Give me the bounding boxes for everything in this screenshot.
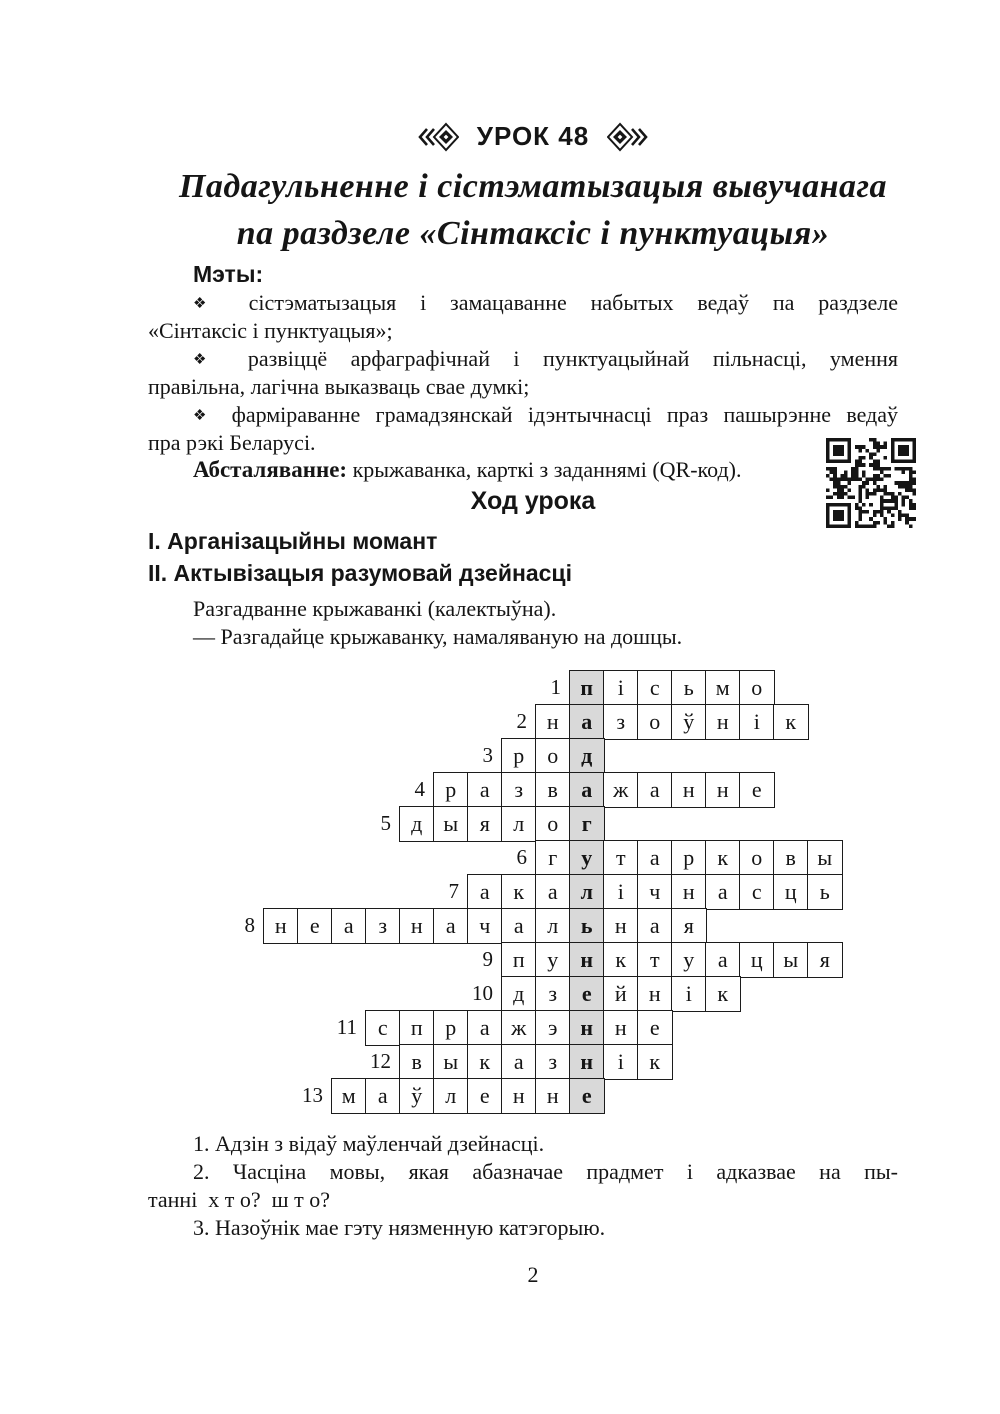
crossword-instruction: — Разгадайце крыжаванку, намаляваную на дошцы. (193, 624, 683, 649)
crossword-cell: н (637, 976, 673, 1012)
crossword-cell-highlighted: у (569, 840, 605, 876)
crossword-cell: с (739, 874, 775, 910)
diamond-bullet-icon: ❖ (193, 352, 225, 368)
crossword-cell: е (739, 772, 775, 808)
crossword-cell: е (297, 908, 333, 944)
crossword-cell: а (535, 874, 571, 910)
crossword-cell-highlighted: е (569, 976, 605, 1012)
crossword-cell: я (671, 908, 707, 944)
clue-list (148, 1130, 898, 1242)
crossword-cell: л (535, 908, 571, 944)
crossword-cell: н (671, 874, 707, 910)
crossword-cell: з (501, 772, 537, 808)
goals-list (148, 289, 898, 457)
crossword-cell: с (637, 670, 673, 706)
page-title-line1: Падагульненне і сістэматызацыя вывучанага (178, 168, 888, 205)
crossword-cell: е (637, 1010, 673, 1046)
crossword-cell: е (467, 1078, 503, 1114)
crossword-cell: а (705, 874, 741, 910)
crossword-cell: ц (773, 874, 809, 910)
crossword-row-number: 7 (448, 879, 459, 903)
section-1-heading: I. Арганізацыйны момант (148, 528, 438, 554)
crossword-row-number: 11 (336, 1015, 357, 1039)
crossword-row-number: 4 (414, 777, 425, 801)
crossword-cell: і (603, 874, 639, 910)
crossword-cell: в (399, 1044, 435, 1080)
crossword-cell-highlighted: г (569, 806, 605, 842)
crossword-row-number: 9 (482, 947, 493, 971)
question-3: 3. Назоўнік мае гэту нязменную катэгорыю. (193, 1215, 606, 1240)
crossword-cell: і (603, 1044, 639, 1080)
crossword-cell: з (603, 704, 639, 740)
crossword-cell: н (535, 704, 571, 740)
crossword-cell: н (705, 704, 741, 740)
crossword-cell: н (671, 772, 707, 808)
crossword-cell: ч (467, 908, 503, 944)
question-1: 1. Адзін з відаў маўленчай дзейнасці. (193, 1131, 545, 1156)
section-2-heading: II. Актывізацыя разумовай дзейнасці (148, 560, 572, 586)
goal-item-3-line1: ❖ фарміраванне грамадзянскай ідэнтычнасці праз пашырэнне ведаў (193, 402, 899, 427)
crossword-cell: н (603, 908, 639, 944)
crossword-row-number: 8 (244, 913, 255, 937)
crossword-cell-highlighted: н (569, 942, 605, 978)
crossword-cell: м (331, 1078, 367, 1114)
crossword-cell: я (467, 806, 503, 842)
equipment-text: крыжаванка, карткі з заданнямі (QR-код). (347, 457, 742, 482)
crossword-cell: а (637, 908, 673, 944)
crossword-cell: а (467, 1010, 503, 1046)
crossword-cell: э (535, 1010, 571, 1046)
goal-item-1-line1: ❖ сістэматызацыя і замацаванне набытых ведаў па раздзеле (193, 290, 899, 315)
crossword-cell: ь (807, 874, 843, 910)
crossword-cell: н (705, 772, 741, 808)
crossword-cell: ы (807, 840, 843, 876)
crossword-cell: а (365, 1078, 401, 1114)
crossword-cell: з (535, 976, 571, 1012)
crossword-cell: к (501, 874, 537, 910)
equipment-label: Абсталяванне: (193, 457, 348, 482)
crossword-cell: л (433, 1078, 469, 1114)
crossword-cell: ы (773, 942, 809, 978)
page-number: 2 (527, 1262, 539, 1287)
equipment-line (148, 457, 943, 483)
goal-item-2-line1: ❖ развіццё арфаграфічнай і пунктуацыйнай пільнасці, умення (193, 346, 898, 371)
question-2-line2: танні х т о? ш т о? (148, 1187, 331, 1212)
crossword-intro: Разгадванне крыжаванкі (калектыўна). (193, 596, 557, 621)
belarusian-ornament-icon (607, 122, 651, 152)
crossword-cell: к (705, 976, 741, 1012)
course-heading: Ход урока (470, 487, 596, 515)
crossword-cell: п (399, 1010, 435, 1046)
crossword-cell: н (263, 908, 299, 944)
lesson-header (166, 121, 900, 152)
crossword-cell: і (603, 670, 639, 706)
crossword-cell: м (705, 670, 741, 706)
crossword-cell: н (501, 1078, 537, 1114)
diamond-bullet-icon: ❖ (193, 408, 217, 424)
crossword-cell: ж (501, 1010, 537, 1046)
goal-item-1-line2: «Сінтаксіс і пунктуацыя»; (148, 318, 393, 343)
crossword-cell: л (501, 806, 537, 842)
crossword-cell: т (603, 840, 639, 876)
crossword-cell: п (501, 942, 537, 978)
crossword-cell: р (671, 840, 707, 876)
lesson-header-title: УРОК 48 (476, 121, 590, 151)
crossword-cell: а (637, 772, 673, 808)
crossword-row-number: 1 (550, 675, 561, 699)
crossword-cell: у (535, 942, 571, 978)
crossword-row-number: 2 (516, 709, 527, 733)
crossword-cell: ь (671, 670, 707, 706)
crossword-cell: д (501, 976, 537, 1012)
crossword-cell: н (399, 908, 435, 944)
crossword-cell: з (535, 1044, 571, 1080)
crossword-cell: в (535, 772, 571, 808)
crossword-cell: і (739, 704, 775, 740)
diamond-bullet-icon: ❖ (193, 296, 225, 312)
crossword-cell: ў (671, 704, 707, 740)
crossword-cell: і (671, 976, 707, 1012)
crossword-cell: й (603, 976, 639, 1012)
question-2-line1: 2. Часціна мовы, якая абазначае прадмет і адказвае на пы- (193, 1159, 898, 1184)
belarusian-ornament-icon (415, 122, 459, 152)
crossword-cell: ў (399, 1078, 435, 1114)
goal-item-3-line2: пра рэкі Беларусі. (148, 430, 316, 455)
crossword-cell: р (501, 738, 537, 774)
page-title-line2: па раздзеле «Сінтаксіс і пунктуацыя» (236, 215, 830, 252)
crossword-cell: ж (603, 772, 639, 808)
crossword-cell-highlighted: а (569, 704, 605, 740)
crossword-cell: а (467, 772, 503, 808)
crossword-cell: а (433, 908, 469, 944)
crossword-cell: р (433, 1010, 469, 1046)
crossword-row-number: 13 (302, 1083, 323, 1107)
crossword-cell: у (671, 942, 707, 978)
crossword-cell: о (637, 704, 673, 740)
crossword-cell: к (637, 1044, 673, 1080)
crossword-cell: к (467, 1044, 503, 1080)
goals-heading: Мэты: (193, 261, 264, 287)
crossword-cell: а (705, 942, 741, 978)
crossword-cell-highlighted: л (569, 874, 605, 910)
crossword-cell: о (739, 840, 775, 876)
crossword (0, 670, 1000, 1116)
crossword-row-number: 5 (380, 811, 391, 835)
crossword-row-number: 6 (516, 845, 527, 869)
crossword-cell: я (807, 942, 843, 978)
crossword-cell: р (433, 772, 469, 808)
crossword-cell: о (535, 738, 571, 774)
crossword-cell: а (637, 840, 673, 876)
crossword-cell-highlighted: н (569, 1010, 605, 1046)
crossword-cell: а (331, 908, 367, 944)
crossword-cell: т (637, 942, 673, 978)
crossword-cell: а (501, 908, 537, 944)
crossword-row-number: 12 (370, 1049, 391, 1073)
crossword-cell: в (773, 840, 809, 876)
crossword-cell: а (501, 1044, 537, 1080)
crossword-cell: ы (433, 1044, 469, 1080)
crossword-cell: о (739, 670, 775, 706)
crossword-cell: ч (637, 874, 673, 910)
crossword-cell: к (705, 840, 741, 876)
goal-item-2-line2: правільна, лагічна выказваць свае думкі; (148, 374, 530, 399)
crossword-cell: о (535, 806, 571, 842)
crossword-cell: г (535, 840, 571, 876)
crossword-row-number: 3 (482, 743, 493, 767)
page-title (166, 163, 900, 257)
crossword-cell: а (467, 874, 503, 910)
crossword-cell-highlighted: ь (569, 908, 605, 944)
crossword-row-number: 10 (472, 981, 493, 1005)
crossword-cell: д (399, 806, 435, 842)
crossword-cell-highlighted: п (569, 670, 605, 706)
crossword-cell: ц (739, 942, 775, 978)
crossword-cell-highlighted: е (569, 1078, 605, 1114)
crossword-cell: ы (433, 806, 469, 842)
crossword-cell: к (603, 942, 639, 978)
crossword-cell-highlighted: н (569, 1044, 605, 1080)
crossword-cell: н (535, 1078, 571, 1114)
crossword-cell-highlighted: а (569, 772, 605, 808)
crossword-cell-highlighted: д (569, 738, 605, 774)
crossword-cell: н (603, 1010, 639, 1046)
crossword-cell: с (365, 1010, 401, 1046)
crossword-cell: з (365, 908, 401, 944)
crossword-cell: к (773, 704, 809, 740)
